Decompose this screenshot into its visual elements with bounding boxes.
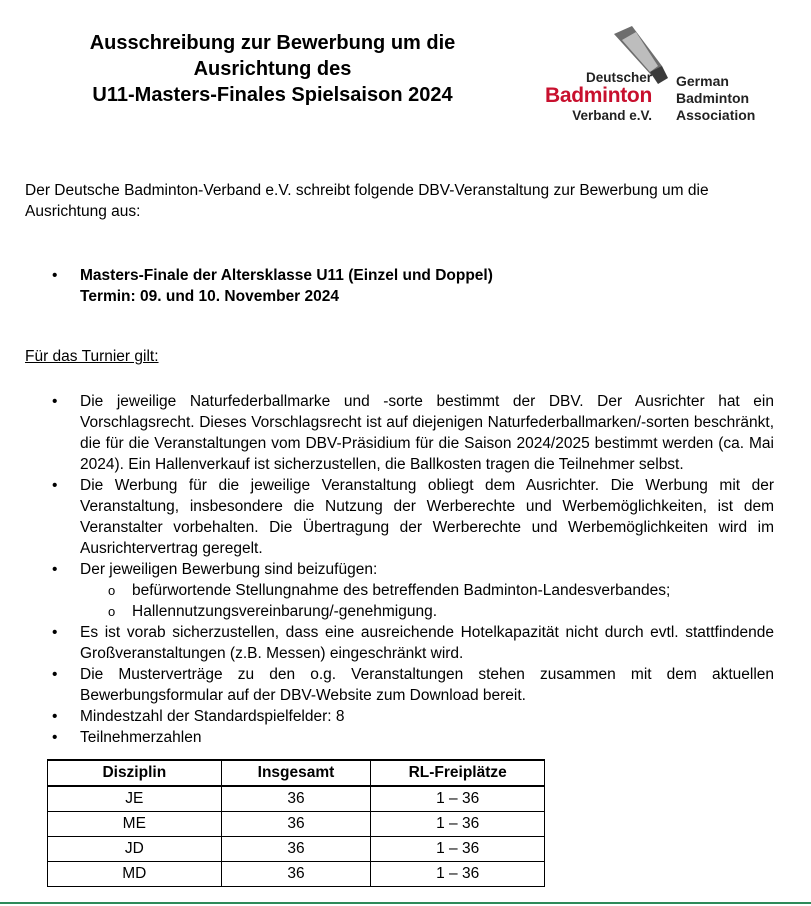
table-row [48,786,545,812]
event-name: Masters-Finale der Altersklasse U11 (Einzel und Doppel) [80,267,493,284]
title-line-1: Ausschreibung zur Bewerbung um die [89,32,456,54]
table-cell: 36 [221,837,371,862]
rule-text: Mindestzahl der Standardspielfelder: 8 [80,708,345,725]
table-cell: 1 – 36 [371,862,545,887]
logo-text-verband: Verband e.V. [572,108,652,123]
sub-list-item [52,601,774,622]
table-cell: MD [48,862,222,887]
table-cell: 1 – 36 [371,812,545,837]
attachment-text: befürwortende Stellungnahme des betreffenden Badminton-Landesverbandes; [132,582,671,599]
table-row [48,837,545,862]
list-item [52,559,774,580]
bullet-icon: • [52,666,58,683]
list-item [52,391,774,475]
sub-list-item [52,580,774,601]
rule-text: Die jeweilige Naturfederballmarke und -sorte bestimmt der DBV. Der Ausrichter hat ein Vorschlagsrecht. Dieses Vorschlagsrecht ist auf diejenigen Naturfederballmarken/-sorten beschränkt, die für die Veranstaltungen vom DBV-Präsidium für die Saison 2024/2025 bestimmt werden (ca. Mai 2024). Ein Hallenverkauf ist sicherzustellen, die Ballkosten tragen die Teilnehmer selbst. [80,393,774,473]
table-cell: 1 – 36 [371,786,545,812]
rule-text: Es ist vorab sicherzustellen, dass eine ausreichende Hotelkapazität nicht durch evtl. stattfindende Großveranstaltungen (z.B. Messen) eingeschränkt wird. [80,624,774,662]
section-heading: Für das Turnier gilt: [25,348,159,365]
intro-paragraph: Der Deutsche Badminton-Verband e.V. schreibt folgende DBV-Veranstaltung zur Bewerbung um die Ausrichtung aus: [25,182,709,220]
table-cell: JE [48,786,222,812]
logo-text-badminton-en: Badminton [676,90,750,106]
rule-text: Die Werbung für die jeweilige Veranstaltung obliegt dem Ausrichter. Die Werbung mit der Veranstaltung, insbesondere die Nutzung der Werberechte und Werbemöglichkeiten, ist dem Veranstalter vorbehalten. Die Übertragung der Werberechte und Werbemöglichkeiten wird im Ausrichtervertrag geregelt. [80,477,774,557]
list-item [52,475,774,559]
bullet-icon: • [52,729,58,746]
rule-text: Der jeweiligen Bewerbung sind beizufügen: [80,561,378,578]
bullet-icon: • [52,624,58,641]
logo-text-deutscher: Deutscher [585,70,652,85]
title-line-2: Ausrichtung des [193,58,352,80]
logo-text-german: German [676,73,729,89]
footer-divider [0,902,811,904]
rules-list [52,391,774,748]
table-cell: 36 [221,862,371,887]
event-date: Termin: 09. und 10. November 2024 [80,288,340,305]
dbv-logo [530,26,800,126]
table-row [48,862,545,887]
list-item [52,706,774,727]
table-cell: 36 [221,786,371,812]
title-line-3: U11-Masters-Finales Spielsaison 2024 [92,84,453,106]
table-cell: 1 – 36 [371,837,545,862]
bullet-icon: • [52,708,58,725]
attachment-text: Hallennutzungsvereinbarung/-genehmigung. [132,603,438,620]
column-header-rl-freiplaetze: RL-Freiplätze [371,760,545,786]
circle-bullet-icon: o [108,604,116,619]
logo-text-badminton: Badminton [545,84,652,107]
participant-table [47,759,545,887]
list-item [52,727,774,748]
column-header-disziplin: Disziplin [48,760,222,786]
table-header-row [48,760,545,786]
event-item [52,265,752,307]
column-header-insgesamt: Insgesamt [221,760,371,786]
bullet-icon: • [52,393,58,410]
table-row [48,812,545,837]
table-cell: JD [48,837,222,862]
bullet-icon: • [52,477,58,494]
list-item [52,664,774,706]
table-cell: 36 [221,812,371,837]
document-title [60,30,485,108]
rule-text: Die Musterverträge zu den o.g. Veranstaltungen stehen zusammen mit dem aktuellen Bewerbungsformular auf der DBV-Website zum Download bereit. [80,666,774,704]
table-cell: ME [48,812,222,837]
rule-text: Teilnehmerzahlen [80,729,202,746]
list-item [52,622,774,664]
logo-text-association: Association [676,107,756,123]
bullet-icon: • [52,561,58,578]
bullet-icon: • [52,267,58,284]
circle-bullet-icon: o [108,583,116,598]
